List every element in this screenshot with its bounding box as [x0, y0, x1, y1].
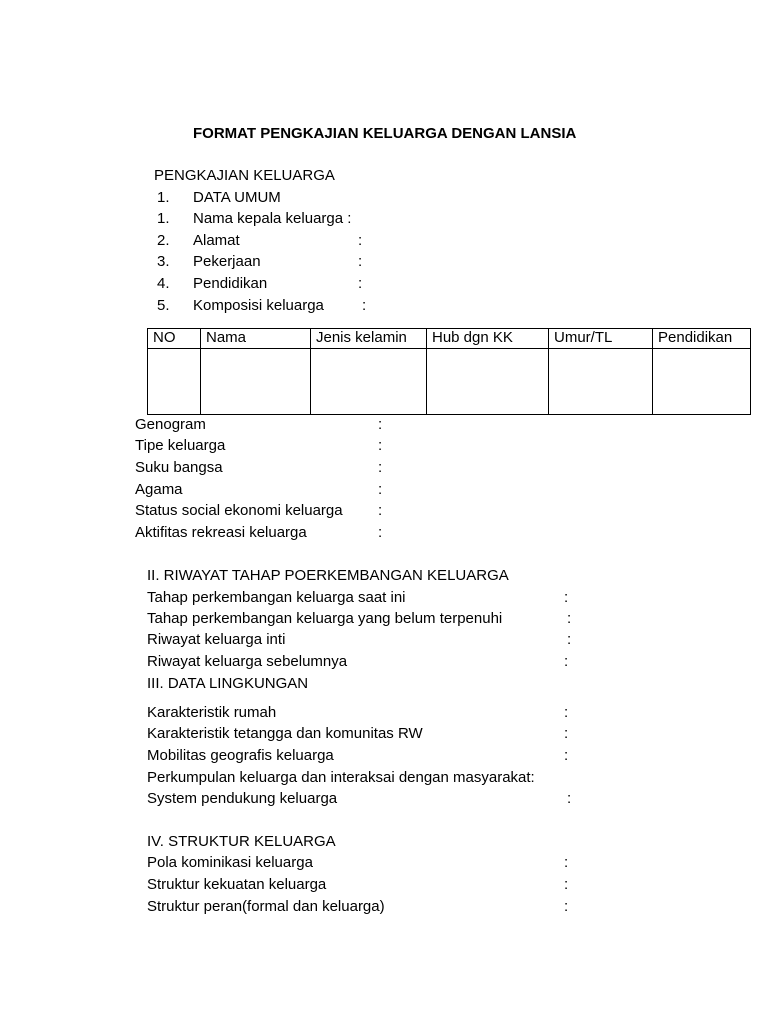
lingkungan-item-label: Karakteristik rumah [147, 704, 277, 721]
field-agama-label: Agama [135, 481, 183, 498]
field-tipe-keluarga-label: Tipe keluarga [135, 437, 226, 454]
data-umum-item-label: Pendidikan [193, 275, 268, 292]
riwayat-item-colon: : [567, 631, 572, 648]
data-umum-item-colon: : [358, 275, 363, 292]
data-umum-item-label: Komposisi keluarga [193, 297, 324, 314]
lingkungan-item-colon: : [564, 747, 569, 764]
data-umum-item-label: Pekerjaan [193, 253, 261, 270]
field-colon: : [378, 502, 383, 519]
table-cell [201, 349, 311, 415]
data-umum-item-colon: : [358, 253, 363, 270]
data-umum-item-no: 4. [157, 275, 170, 292]
field-status-sosial-label: Status social ekonomi keluarga [135, 502, 343, 519]
field-genogram-label: Genogram [135, 416, 206, 433]
data-umum-item-colon: : [362, 297, 367, 314]
data-umum-item-no: 2. [157, 232, 170, 249]
riwayat-item-label: Tahap perkembangan keluarga saat ini [147, 589, 406, 606]
field-colon: : [378, 459, 383, 476]
table-cell [427, 349, 549, 415]
lingkungan-item-colon: : [564, 725, 569, 742]
table-cell [549, 349, 653, 415]
struktur-item-label: Pola kominikasi keluarga [147, 854, 313, 871]
column-header-nama: Nama [201, 329, 311, 349]
column-header-no: NO [148, 329, 201, 349]
data-umum-item-no: 5. [157, 297, 170, 314]
table-cell [148, 349, 201, 415]
section-heading-lingkungan: III. DATA LINGKUNGAN [147, 675, 309, 692]
field-suku-bangsa-label: Suku bangsa [135, 459, 223, 476]
lingkungan-item-label: Perkumpulan keluarga dan interaksai dengan masyarakat: [147, 769, 535, 786]
lingkungan-item-label: Karakteristik tetangga dan komunitas RW [147, 725, 423, 742]
data-umum-number: 1. [157, 189, 170, 206]
column-header-pendidikan: Pendidikan [653, 329, 751, 349]
section-heading-pengkajian: PENGKAJIAN KELUARGA [154, 167, 335, 184]
document-title: FORMAT PENGKAJIAN KELUARGA DENGAN LANSIA [193, 125, 577, 142]
family-composition-table [147, 328, 751, 415]
struktur-item-colon: : [564, 854, 569, 871]
riwayat-item-colon: : [567, 610, 572, 627]
table-row [148, 349, 751, 415]
lingkungan-item-label: Mobilitas geografis keluarga [147, 747, 334, 764]
struktur-item-colon: : [564, 876, 569, 893]
riwayat-item-label: Riwayat keluarga sebelumnya [147, 653, 348, 670]
riwayat-item-label: Tahap perkembangan keluarga yang belum terpenuhi [147, 610, 503, 627]
data-umum-item-no: 3. [157, 253, 170, 270]
data-umum-item-label: Alamat [193, 232, 240, 249]
section-heading-struktur: IV. STRUKTUR KELUARGA [147, 833, 336, 850]
data-umum-item-label: Nama kepala keluarga : [193, 210, 352, 227]
riwayat-item-colon: : [564, 589, 569, 606]
column-header-jenis-kelamin: Jenis kelamin [311, 329, 427, 349]
field-colon: : [378, 481, 383, 498]
column-header-hub-dgn-kk: Hub dgn KK [427, 329, 549, 349]
field-aktifitas-rekreasi-label: Aktifitas rekreasi keluarga [135, 524, 307, 541]
table-cell [653, 349, 751, 415]
lingkungan-item-colon: : [567, 790, 572, 807]
data-umum-item-no: 1. [157, 210, 170, 227]
column-header-umur-tl: Umur/TL [549, 329, 653, 349]
section-heading-riwayat: II. RIWAYAT TAHAP POERKEMBANGAN KELUARGA [147, 567, 509, 584]
data-umum-item-colon: : [358, 232, 363, 249]
struktur-item-label: Struktur peran(formal dan keluarga) [147, 898, 385, 915]
table-cell [311, 349, 427, 415]
table-header-row [148, 329, 751, 349]
struktur-item-colon: : [564, 898, 569, 915]
struktur-item-label: Struktur kekuatan keluarga [147, 876, 327, 893]
field-colon: : [378, 524, 383, 541]
lingkungan-item-label: System pendukung keluarga [147, 790, 338, 807]
field-colon: : [378, 437, 383, 454]
data-umum-label: DATA UMUM [193, 189, 281, 206]
lingkungan-item-colon: : [564, 704, 569, 721]
riwayat-item-colon: : [564, 653, 569, 670]
field-colon: : [378, 416, 383, 433]
riwayat-item-label: Riwayat keluarga inti [147, 631, 286, 648]
